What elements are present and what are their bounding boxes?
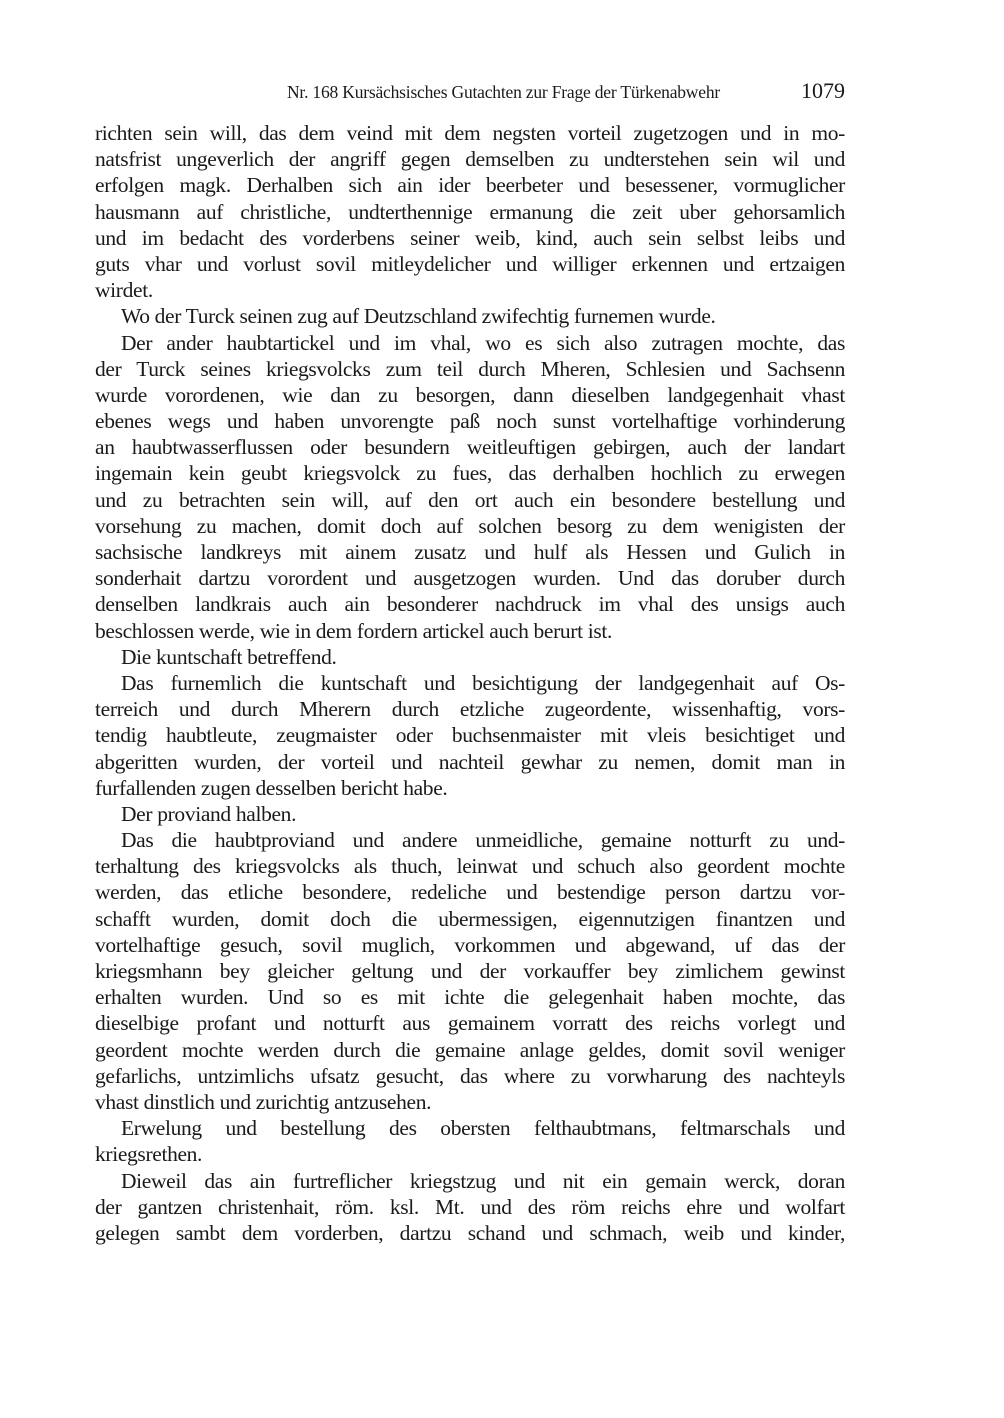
text-line: werden, das etliche besondere, redeliche und bestendige person dartzu vor- [95, 880, 845, 905]
text-line: und im bedacht des vorderbens seiner weib, kind, auch sein selbst leibs und [95, 225, 845, 250]
text-line: beschlossen werde, wie in dem fordern artickel auch berurt ist. [95, 618, 613, 643]
text-line: denselben landkrais auch ain besonderer nachdruck im vhal des unsigs auch [95, 592, 845, 617]
text-line: kriegsrethen. [95, 1142, 203, 1167]
paragraph-first-line: Der proviand halben. [121, 801, 297, 826]
text-line: dieselbige profant und notturft aus gemainem vorratt des reichs vorlegt und [95, 1011, 845, 1036]
text-line: richten sein will, das dem veind mit dem negsten vorteil zugetzogen und in mo- [95, 121, 845, 145]
text-line: geordent mochte werden durch die gemaine anlage geldes, domit sovil weniger [95, 1037, 845, 1062]
text-line: furfallenden zugen desselben bericht habe. [95, 775, 448, 800]
paragraph-first-line: Erwelung und bestellung des obersten felthaubtmans, feltmarschals und [121, 1116, 845, 1141]
text-line: guts vhar und vorlust sovil mitleydelicher und williger erkennen und ertzaigen [95, 251, 845, 276]
body-text [95, 120, 845, 1246]
text-line: sonderhait dartzu vorordent und ausgetzogen wurden. Und das doruber durch [95, 566, 845, 591]
text-line: vorsehung zu machen, domit doch auf solchen besorg zu dem wenigisten der [95, 513, 845, 538]
text-line: an haubtwasserflussen oder besundern weitleuftigen gebirgen, auch der landart [95, 435, 845, 460]
paragraph-first-line: Das die haubtproviand und andere unmeidliche, gemaine notturft zu und- [121, 828, 845, 853]
text-line: der gantzen christenhait, röm. ksl. Mt. und des röm reichs ehre und wolfart [95, 1194, 845, 1219]
page-number: 1079 [801, 78, 845, 103]
paragraph-first-line: Die kuntschaft betreffend. [121, 644, 337, 669]
text-line: terreich und durch Mherern durch etzliche zugeordente, wissenhaftig, vors- [95, 697, 845, 722]
text-line: ebenes wegs und haben unvorengte paß noch sunst vortelhaftige vorhinderung [95, 409, 845, 434]
text-line: hausmann auf christliche, undterthennige ermanung die zeit uber gehorsamlich [95, 199, 845, 224]
text-line: ingemain kein geubt kriegsvolck zu fues, das derhalben hochlich zu erwegen [95, 461, 845, 486]
text-line: wirdet. [95, 278, 153, 303]
text-line: wurde vorordenen, wie dan zu besorgen, dann dieselben landgegenhait vhast [95, 382, 845, 407]
text-line: natsfrist ungeverlich der angriff gegen demselben zu undterstehen sein wil und [95, 147, 845, 172]
text-line: vortelhaftige gesuch, sovil muglich, vorkommen und abgewand, uf das der [95, 932, 845, 957]
text-line: terhaltung des kriegsvolcks als thuch, leinwat und schuch also geordent mochte [95, 854, 845, 879]
text-line: gelegen sambt dem vorderben, dartzu schand und schmach, weib und kinder, [95, 1220, 845, 1245]
text-line: der Turck seines kriegsvolcks zum teil durch Mheren, Schlesien und Sachsenn [95, 356, 845, 381]
text-line: abgeritten wurden, der vorteil und nachteil gewhar zu nemen, domit man in [95, 749, 845, 774]
paragraph-first-line: Wo der Turck seinen zug auf Deutzschland zwifechtig furnemen wurde. [121, 304, 716, 329]
text-line: tendig haubtleute, zeugmaister oder buchsenmaister mit vleis besichtiget und [95, 723, 845, 748]
paragraph-first-line: Das furnemlich die kuntschaft und besichtigung der landgegenhait auf Os- [121, 670, 845, 695]
text-line: gefarlichs, untzimlichs ufsatz gesucht, das where zu vorwharung des nachteyls [95, 1063, 845, 1088]
text-line: erfolgen magk. Derhalben sich ain ider beerbeter und besessener, vormuglicher [95, 173, 845, 198]
text-line: kriegsmhann bey gleicher geltung und der vorkauffer bey zimlichem gewinst [95, 959, 845, 983]
paragraph-first-line: Dieweil das ain furtreflicher kriegstzug und nit ein gemain werck, doran [121, 1168, 845, 1193]
running-header [95, 80, 845, 106]
running-title: Nr. 168 Kursächsisches Gutachten zur Frage der Türkenabwehr [286, 82, 720, 102]
text-line: sachsische landkreys mit ainem zusatz und hulf als Hessen und Gulich in [95, 540, 845, 564]
text-line: erhalten wurden. Und so es mit ichte die gelegenhait haben mochte, das [95, 985, 845, 1010]
text-line: und zu betrachten sein will, auf den ort auch ein besondere bestellung und [95, 487, 845, 512]
text-line: vhast dinstlich und zurichtig antzusehen. [95, 1089, 432, 1114]
text-line: schafft wurden, domit doch die ubermessigen, eigennutzigen finantzen und [95, 906, 845, 931]
paragraph-first-line: Der ander haubtartickel und im vhal, wo es sich also zutragen mochte, das [121, 330, 845, 355]
